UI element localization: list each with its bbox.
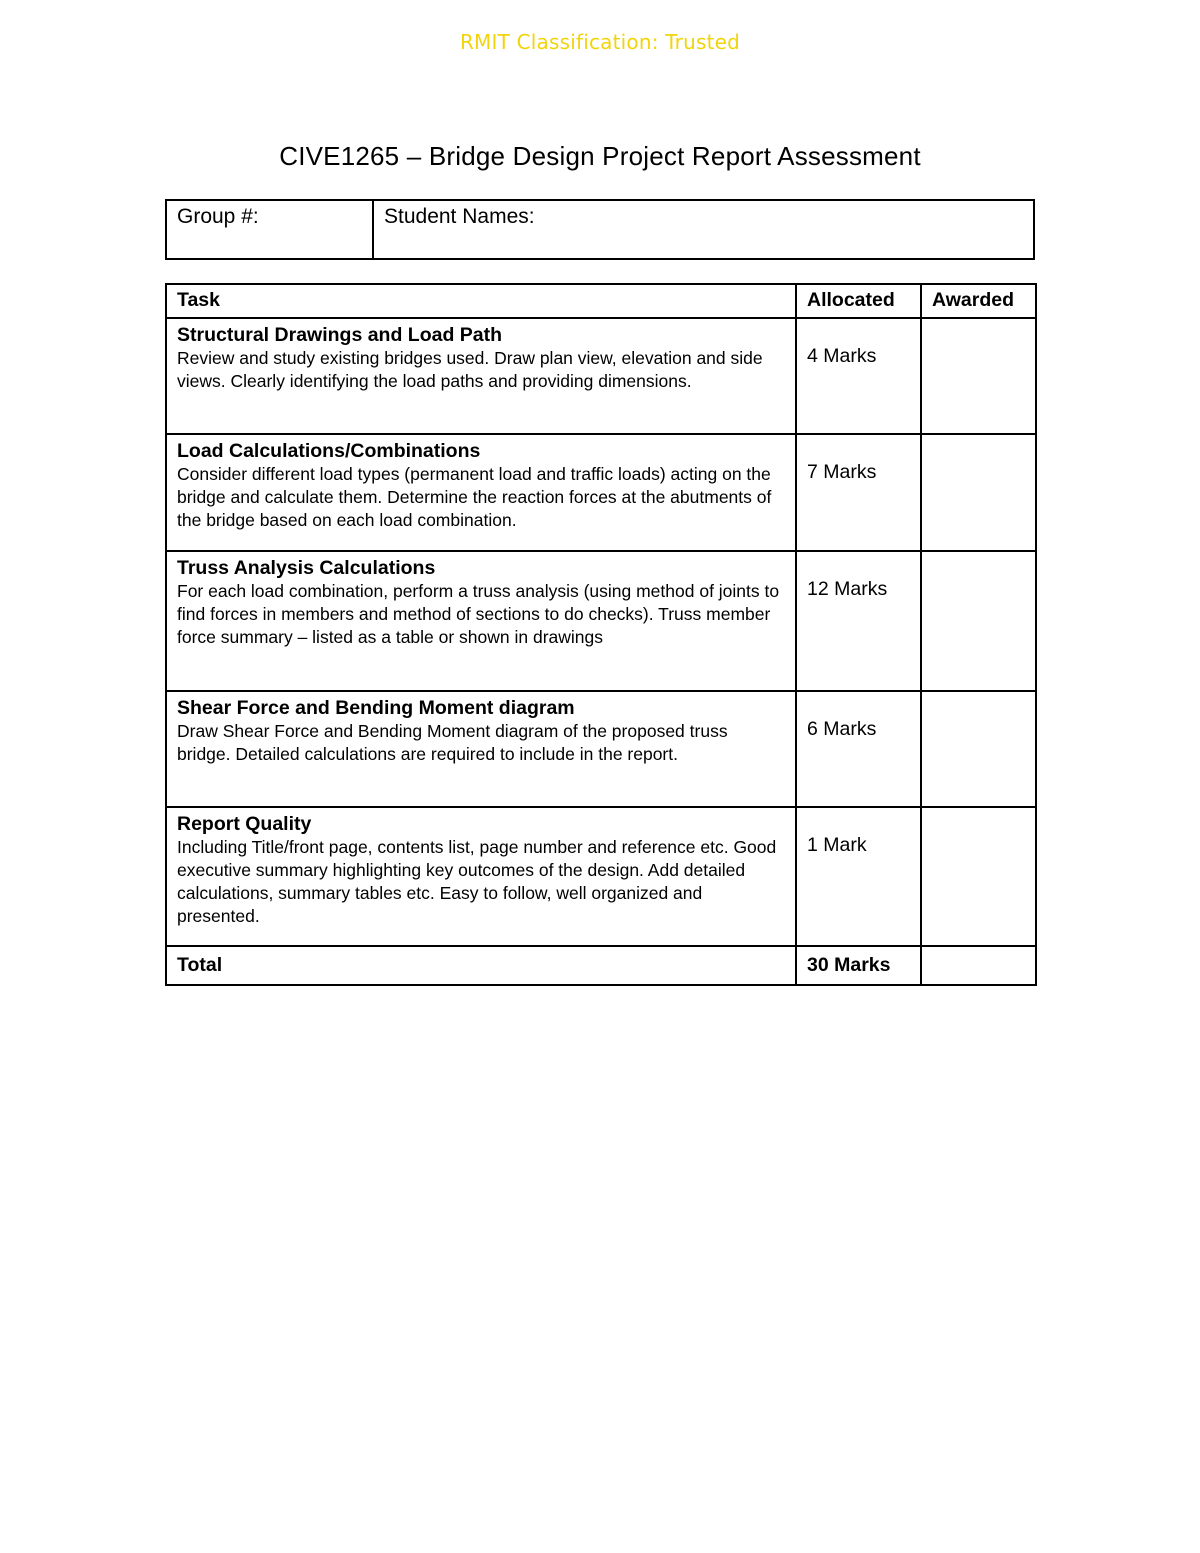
task-description: Consider different load types (permanent load and traffic loads) acting on the bridge and calculate them. Determine the reaction forces at the abutments of the bridge based on each load combination. [177,464,772,530]
student-names-cell: Student Names: [373,200,1034,259]
task-description: For each load combination, perform a truss analysis (using method of joints to find forces in members and method of sections to do checks). Truss member force summary – listed as a table or shown in drawings [177,581,780,647]
task-title: Report Quality [177,813,312,835]
allocated-cell: 4 Marks [796,318,921,434]
group-info-row [166,200,1034,259]
task-description: Including Title/front page, contents list, page number and reference etc. Good executive summary highlighting key outcomes of the design. Add detailed calculations, summary tables etc. Easy to follow, well organized and presented. [177,837,777,926]
total-row [166,946,1036,985]
awarded-cell [921,691,1036,807]
task-description: Draw Shear Force and Bending Moment diagram of the proposed truss bridge. Detailed calculations are required to include in the report. [177,721,728,764]
total-allocated: 30 Marks [796,946,921,985]
task-title: Shear Force and Bending Moment diagram [177,697,575,719]
group-number-cell: Group #: [166,200,373,259]
table-row [166,691,1036,807]
total-awarded [921,946,1036,985]
task-cell [166,807,796,946]
table-header-row [166,284,1036,318]
awarded-cell [921,318,1036,434]
awarded-cell [921,434,1036,551]
allocated-cell: 7 Marks [796,434,921,551]
group-info-table [165,199,1035,260]
task-description: Review and study existing bridges used. Draw plan view, elevation and side views. Clearly identifying the load paths and providing dimensions. [177,348,763,391]
allocated-cell: 12 Marks [796,551,921,691]
assessment-table [165,283,1037,986]
table-row [166,318,1036,434]
awarded-cell [921,807,1036,946]
table-row [166,807,1036,946]
total-label: Total [166,946,796,985]
task-cell [166,434,796,551]
table-row [166,551,1036,691]
task-title: Truss Analysis Calculations [177,557,436,579]
awarded-cell [921,551,1036,691]
header-awarded: Awarded [921,284,1036,318]
allocated-cell: 1 Mark [796,807,921,946]
classification-label: RMIT Classification: Trusted [459,30,741,54]
task-title: Structural Drawings and Load Path [177,324,503,346]
header-task: Task [166,284,796,318]
task-cell [166,318,796,434]
page-title: CIVE1265 – Bridge Design Project Report Assessment [279,141,921,171]
allocated-cell: 6 Marks [796,691,921,807]
task-cell [166,551,796,691]
table-row [166,434,1036,551]
header-allocated: Allocated [796,284,921,318]
task-title: Load Calculations/Combinations [177,440,481,462]
task-cell [166,691,796,807]
